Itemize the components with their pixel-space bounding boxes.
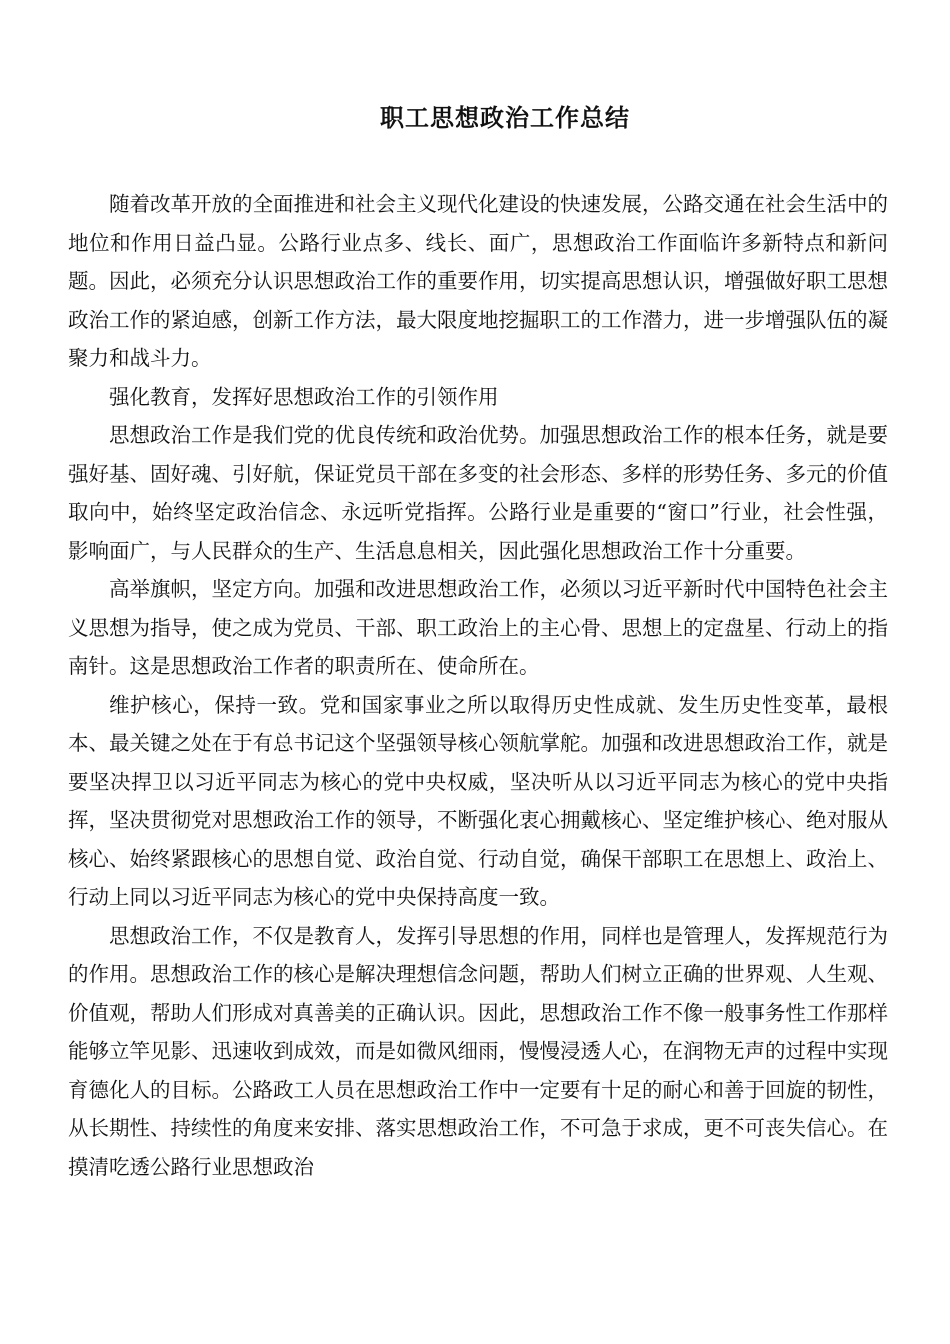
paragraph: 高举旗帜，坚定方向。加强和改进思想政治工作，必须以习近平新时代中国特色社会主义思想为指导，使之成为党员、干部、职工政治上的主心骨、思想上的定盘星、行动上的指南针。这是思想政治工作者的职责所在、使命所在。 xyxy=(68,577,888,678)
paragraph: 思想政治工作，不仅是教育人，发挥引导思想的作用，同样也是管理人，发挥规范行为的作用。思想政治工作的核心是解决理想信念问题，帮助人们树立正确的世界观、人生观、价值观，帮助人们形成对真善美的正确认识。因此，思想政治工作不像一般事务性工作那样能够立竿见影、迅速收到成效，而是如微风细雨，慢慢浸透人心，在润物无声的过程中实现育德化人的目标。公路政工人员在思想政治工作中一定要有十足的耐心和善于回旋的韧性，从长期性、持续性的角度来安排、落实思想政治工作，不可急于求成，更不可丧失信心。在摸清吃透公路行业思想政治 xyxy=(68,923,888,1179)
paragraph: 思想政治工作是我们党的优良传统和政治优势。加强思想政治工作的根本任务，就是要强好基、固好魂、引好航，保证党员干部在多变的社会形态、多样的形势任务、多元的价值取向中，始终坚定政治信念、永远听党指挥。公路行业是重要的“窗口”行业，社会性强，影响面广，与人民群众的生产、生活息息相关，因此强化思想政治工作十分重要。 xyxy=(68,423,888,563)
section-heading: 强化教育，发挥好思想政治工作的引领作用 xyxy=(109,384,499,409)
document-title: 职工思想政治工作总结 xyxy=(380,103,630,132)
paragraph-intro: 随着改革开放的全面推进和社会主义现代化建设的快速发展，公路交通在社会生活中的地位和作用日益凸显。公路行业点多、线长、面广，思想政治工作面临许多新特点和新问题。因此，必须充分认识思想政治工作的重要作用，切实提高思想认识，增强做好职工思想政治工作的紧迫感，创新工作方法，最大限度地挖掘职工的工作潜力，进一步增强队伍的凝聚力和战斗力。 xyxy=(68,192,888,370)
paragraph: 维护核心，保持一致。党和国家事业之所以取得历史性成就、发生历史性变革，最根本、最关键之处在于有总书记这个坚强领导核心领航掌舵。加强和改进思想政治工作，就是要坚决捍卫以习近平同志为核心的党中央权威，坚决听从以习近平同志为核心的党中央指挥，坚决贯彻党对思想政治工作的领导，不断强化衷心拥戴核心、坚定维护核心、绝对服从核心、始终紧跟核心的思想自觉、政治自觉、行动自觉，确保干部职工在思想上、政治上、行动上同以习近平同志为核心的党中央保持高度一致。 xyxy=(68,692,888,909)
document-body xyxy=(68,185,888,1186)
